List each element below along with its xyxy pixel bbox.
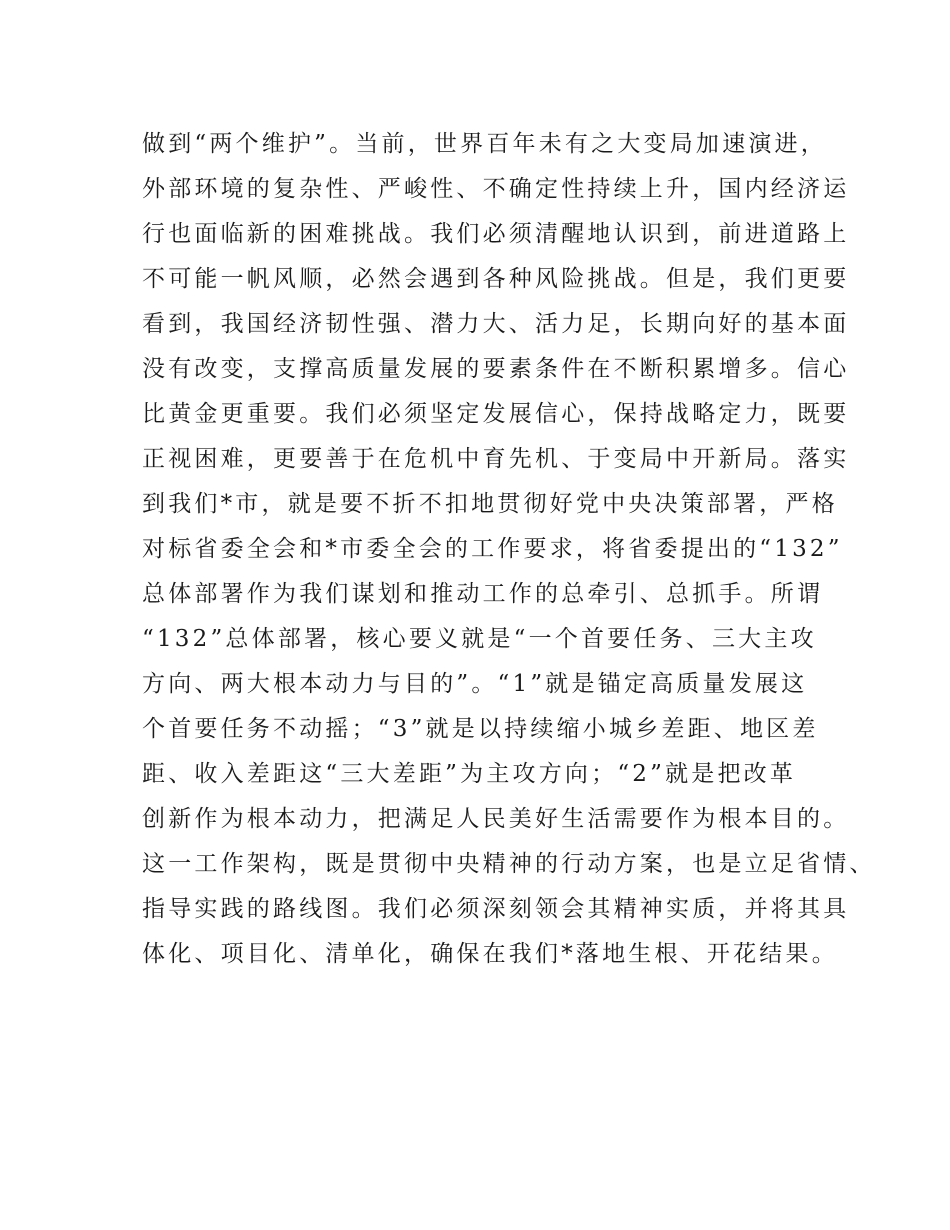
text-line: 方向、两大根本动力与目的”。“1”就是锚定高质量发展这: [142, 671, 808, 697]
body-paragraph: [142, 122, 876, 977]
text-line: 外部环境的复杂性、严峻性、不确定性持续上升，国内经济运: [142, 176, 850, 202]
text-line: 看到，我国经济韧性强、潜力大、活力足，长期向好的基本面: [142, 311, 850, 337]
text-line: 这一工作架构，既是贯彻中央精神的行动方案，也是立足省情、: [142, 851, 876, 877]
text-line: “132”总体部署，核心要义就是“一个首要任务、三大主攻: [142, 626, 817, 652]
text-line: 总体部署作为我们谋划和推动工作的总牵引、总抓手。所谓: [142, 581, 824, 607]
text-line: 比黄金更重要。我们必须坚定发展信心，保持战略定力，既要: [142, 401, 850, 427]
text-line: 体化、项目化、清单化，确保在我们*落地生根、开花结果。: [142, 941, 838, 967]
text-line: 不可能一帆风顺，必然会遇到各种风险挑战。但是，我们更要: [142, 266, 850, 292]
text-line: 正视困难，更要善于在危机中育先机、于变局中开新局。落实: [142, 446, 850, 472]
text-line: 指导实践的路线图。我们必须深刻领会其精神实质，并将其具: [142, 896, 850, 922]
text-line: 个首要任务不动摇；“3”就是以持续缩小城乡差距、地区差: [142, 716, 819, 742]
text-line: 到我们*市，就是要不折不扣地贯彻好党中央决策部署，严格: [142, 491, 838, 517]
text-line: 做到“两个维护”。当前，世界百年未有之大变局加速演进，: [142, 131, 827, 157]
text-line: 没有改变，支撑高质量发展的要素条件在不断积累增多。信心: [142, 356, 850, 382]
text-line: 创新作为根本动力，把满足人民美好生活需要作为根本目的。: [142, 806, 850, 832]
text-line: 行也面临新的困难挑战。我们必须清醒地认识到，前进道路上: [142, 221, 850, 247]
text-line: 对标省委全会和*市委全会的工作要求，将省委提出的“132”: [142, 536, 843, 562]
text-line: 距、收入差距这“三大差距”为主攻方向；“2”就是把改革: [142, 761, 797, 787]
